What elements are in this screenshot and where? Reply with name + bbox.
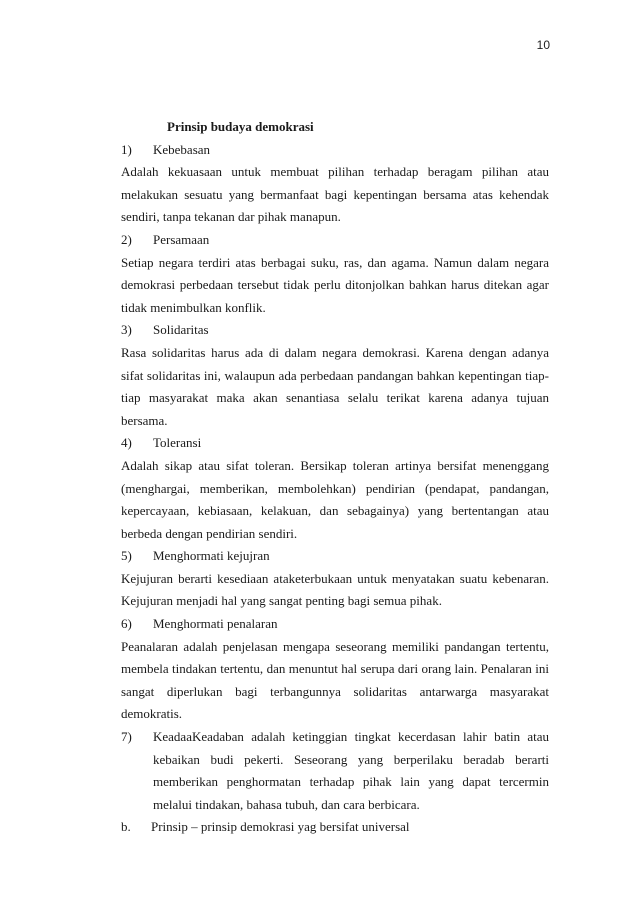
item-number: 1): [121, 141, 132, 157]
principle-item-penalaran: [121, 613, 549, 726]
principle-item-persamaan: [121, 229, 549, 319]
item-heading: [121, 432, 549, 455]
item-number: 2): [121, 231, 132, 247]
subsection-label: Prinsip – prinsip demokrasi yag bersifat universal: [151, 819, 410, 835]
item-number: 4): [121, 435, 132, 451]
item-description: Setiap negara terdiri atas berbagai suku, ras, dan agama. Namun dalam negara demokrasi perbedaan tersebut tidak perlu ditonjolkan bahkan harus ditekan agar tidak menimbulkan konflik.: [121, 254, 549, 315]
item-number: 7): [121, 729, 132, 745]
item-label: Menghormati penalaran: [153, 616, 278, 632]
item-heading: [121, 613, 549, 636]
section-title: Prinsip budaya demokrasi: [167, 119, 314, 134]
item-description: Rasa solidaritas harus ada di dalam negara demokrasi. Karena dengan adanya sifat solidaritas ini, walaupun ada perbedaan pandangan bahkan kepentingan tiap-tiap masyarakat maka akan senantiasa selalu terikat karena adanya tujuan bersama.: [121, 344, 549, 428]
item-description: KeadaaKeadaban adalah ketinggian tingkat kecerdasan lahir batin atau kebaikan budi pekerti. Seseorang yang berperilaku beradab berarti memberikan penghormatan terhadap pihak lain yang dapat tercermin melalui tindakan, bahasa tubuh, dan cara berbicara.: [153, 729, 549, 812]
subsection-heading: [121, 816, 549, 839]
item-description: Peanalaran adalah penjelasan mengapa seseorang memiliki pandangan tertentu, membela tindakan tertentu, dan menuntut hal serupa dari orang lain. Penalaran ini sangat diperlukan bagi terbangunnya solidaritas antarwarga masyarakat demokratis.: [121, 638, 549, 722]
item-label: Toleransi: [153, 435, 202, 451]
item-heading: [121, 726, 549, 816]
item-heading: [121, 229, 549, 252]
item-description: Adalah sikap atau sifat toleran. Bersikap toleran artinya bersifat menenggang (menghargai, memberikan, membolehkan) pendirian (pendapat, pandangan, kepercayaan, kebiasaan, kelakuan, dan sebagainya) yang bertentangan atau berbeda dengan pendirian sendiri.: [121, 457, 549, 541]
principle-item-keadaban: [121, 726, 549, 816]
item-description: Adalah kekuasaan untuk membuat pilihan terhadap beragam pilihan atau melakukan sesuatu yang bermanfaat bagi kepentingan bersama atas kehendak sendiri, tanpa tekanan dar pihak manapun.: [121, 164, 549, 225]
principle-item-solidaritas: [121, 319, 549, 432]
document-body: [121, 116, 549, 839]
principle-item-kebebasan: [121, 139, 549, 229]
item-heading: [121, 319, 549, 342]
subsection-marker: b.: [121, 819, 131, 835]
principle-item-toleransi: [121, 432, 549, 545]
item-label: Persamaan: [153, 231, 210, 247]
item-label: Kebebasan: [153, 141, 211, 157]
item-description: Kejujuran berarti kesediaan ataketerbukaan untuk menyatakan suatu kebenaran. Kejujuran menjadi hal yang sangat penting bagi semua pihak.: [121, 570, 549, 609]
item-label: Solidaritas: [153, 322, 209, 338]
item-number: 6): [121, 616, 132, 632]
item-number: 5): [121, 548, 132, 564]
page-number: 10: [536, 38, 550, 52]
item-label: Menghormati kejujran: [153, 548, 270, 564]
principle-item-kejujuran: [121, 545, 549, 613]
item-number: 3): [121, 322, 132, 338]
item-heading: [121, 545, 549, 568]
item-heading: [121, 139, 549, 162]
